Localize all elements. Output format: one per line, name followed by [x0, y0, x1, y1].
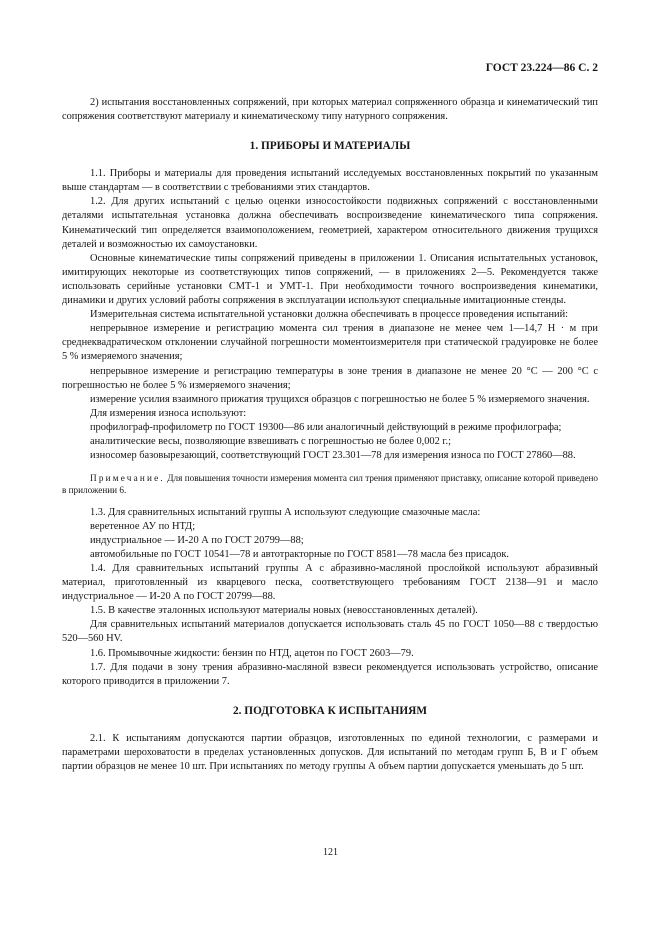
- paragraph: износомер базовырезающий, соответствующий ГОСТ 23.301—78 для измерения износа по ГОСТ 27860—88.: [90, 450, 576, 462]
- note: [62, 472, 598, 496]
- paragraph: 1.7. Для подачи в зону трения абразивно-масляной взвеси рекомендуется использовать устройство, описание которого приводится в приложении 7.: [62, 661, 598, 687]
- paragraph: профилограф-профилометр по ГОСТ 19300—86 или аналогичный действующий в режиме профилографа;: [90, 421, 562, 433]
- page-number: 121: [323, 847, 338, 858]
- paragraph: Для сравнительных испытаний материалов допускается использовать сталь 45 по ГОСТ 1050—88 с твердостью 520—560 HV.: [62, 619, 598, 645]
- paragraph: 1.1. Приборы и материалы для проведения испытаний исследуемых восстановленных покрытий по указанным выше стандартам — в соответствии с требованиями этих стандартов.: [62, 168, 598, 194]
- page-header: ГОСТ 23.224—86 С. 2: [485, 62, 598, 74]
- section-heading: 1. ПРИБОРЫ И МАТЕРИАЛЫ: [249, 140, 411, 153]
- paragraph: аналитические весы, позволяющие взвешивать с погрешностью не более 0,002 г.;: [90, 435, 451, 447]
- paragraph: индустриальное — И-20 А по ГОСТ 20799—88;: [90, 534, 304, 546]
- section-heading: 2. ПОДГОТОВКА К ИСПЫТАНИЯМ: [232, 704, 428, 717]
- note-text: Для повышения точности измерения момента сил трения применяют приставку, описание которой приведено в приложении 6.: [62, 473, 598, 496]
- spacer: [62, 463, 598, 472]
- paragraph: непрерывное измерение и регистрацию температуры в зоне трения в диапазоне не менее 20 °С — 200 °С с погрешностью не более 5 % измеряемого значения;: [62, 365, 598, 391]
- paragraph: 2) испытания восстановленных сопряжений, при которых материал сопряженного образца и кинематический тип сопряжения соответствуют материалу и кинематическому типу натурного сопряжения.: [62, 97, 598, 123]
- paragraph: 1.5. В качестве эталонных используют материалы новых (невосстановленных деталей).: [90, 605, 478, 617]
- paragraph: измерение усилия взаимного прижатия трущихся образцов с погрешностью не более 5 % измеряемого значения.: [90, 393, 590, 405]
- note-label: Примечание.: [90, 473, 165, 484]
- paragraph: Для измерения износа используют:: [90, 407, 247, 419]
- paragraph: автомобильные по ГОСТ 10541—78 и автотракторные по ГОСТ 8581—78 масла без присадок.: [90, 548, 510, 560]
- paragraph: 1.6. Промывочные жидкости: бензин по НТД, ацетон по ГОСТ 2603—79.: [90, 647, 414, 659]
- paragraph: 1.4. Для сравнительных испытаний группы А с абразивно-масляной прослойкой используют абразивный материал, приготовленный из кварцевого песка, соответствующего требованиям ГОСТ 2138—91 и масло индустриальное — И-20 А по ГОСТ 20799—88.: [62, 562, 598, 603]
- paragraph: 1.2. Для других испытаний с целью оценки износостойкости подвижных сопряжений с восстановленными деталями испытательная установка должна обеспечивать воспроизведение кинематического типа сопряжения. Кинематический тип определяется взаимоположением, геометрией, характером относительного движения трущихся деталей и возможностью их самоустановки.: [62, 196, 598, 250]
- document-page: [62, 62, 598, 774]
- paragraph: 1.3. Для сравнительных испытаний группы А используют следующие смазочные масла:: [90, 506, 481, 518]
- paragraph: веретенное АУ по НТД;: [90, 520, 196, 532]
- paragraph: 2.1. К испытаниям допускаются партии образцов, изготовленных по единой технологии, с размерами и параметрами шероховатости в пределах установленных допусков. Для испытаний по методам групп Б, В и Г объем партии образцов не менее 10 шт. При испытаниях по методу группы А объем партии допускается уменьшать до 5 шт.: [62, 732, 598, 772]
- paragraph: Основные кинематические типы сопряжений приведены в приложении 1. Описания испытательных установок, имитирующих некоторые из соответствующих типов сопряжений, — в приложениях 2—5. Рекомендуется также использовать серийные установки СМТ-1 и УМТ-1. При необходимости точного воспроизведения кинематики, динамики и других условий работы сопряжения в эксплуатации используют специальные имитационные стенды.: [62, 252, 598, 307]
- spacer: [62, 497, 598, 506]
- paragraph: Измерительная система испытательной установки должна обеспечивать в процессе проведения испытаний:: [90, 309, 569, 321]
- paragraph: непрерывное измерение и регистрацию момента сил трения в диапазоне не менее чем 1—14,7 Н · м при среднеквадратическом отклонении случайной погрешности моментоизмерителя при статической градуировке не более 5 % измеряемого значения;: [62, 323, 598, 363]
